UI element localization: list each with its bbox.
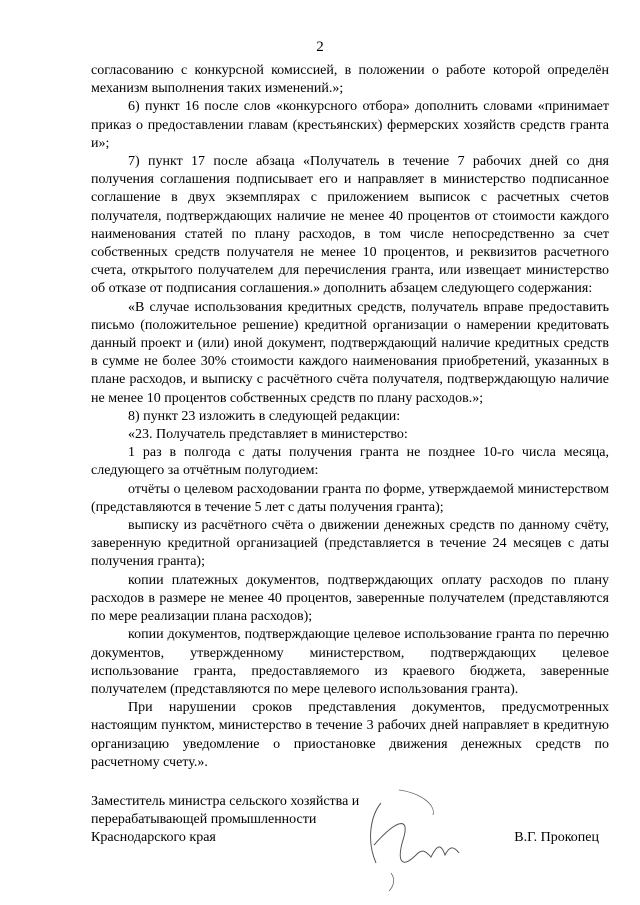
paragraph-continuation: согласованию с конкурсной комиссией, в положении о работе которой определён механизм выполнения таких изменений.»; [91, 63, 609, 97]
paragraph-payment-copies: копии платежных документов, подтверждающих оплату расходов по плану расходов в размере не менее 40 процентов, заверенные получателем (представляются по мере реализации плана расходов); [91, 572, 609, 625]
paragraph-credit-clause: «В случае использования кредитных средств, получатель вправе предоставить письмо (положительное решение) кредитной организации о намерении кредитовать данный проект и (или) иной документ, подтверждающий наличие кредитных средств в сумме не более 30% стоимости каждого наименования приобретений, указанных в плане расходов, и выписку с расчётного счёта получателя, подтверждающую наличие не менее 10 процентов собственных средств по плану расходов.»; [91, 299, 609, 406]
paragraph-semiannual: 1 раз в полгода с даты получения гранта не позднее 10-го числа месяца, следующего за отчётным полугодием: [91, 445, 609, 479]
signatory-title: Заместитель министра сельского хозяйства и перерабатывающей промышленности Краснодарского края [91, 794, 360, 846]
page-number: 2 [316, 39, 324, 55]
paragraph-item-8: 8) пункт 23 изложить в следующей редакции: [128, 408, 401, 424]
paragraph-usage-copies: копии документов, подтверждающие целевое использование гранта по перечню документов, утвержденному министерством, подтверждающих целевое использование гранта, предоставляемого из краевого бюджета, заверенные получателем (представляются по мере целевого использования гранта). [91, 627, 609, 697]
paragraph-point-23: «23. Получатель представляет в министерство: [128, 427, 408, 443]
document-body [91, 62, 609, 772]
paragraph-account-statement: выписку из расчётного счёта о движении денежных средств по данному счёту, заверенную кредитной организацией (представляется в течение 24 месяцев с даты получения гранта); [91, 518, 609, 570]
handwritten-signature [341, 785, 511, 895]
signature-block [91, 793, 609, 848]
paragraph-item-6: 6) пункт 16 после слов «конкурсного отбора» дополнить словами «принимает приказ о предоставлении главам (крестьянских) фермерских хозяйств средств гранта и»; [91, 99, 609, 151]
signatory-name: В.Г. Прокопец [514, 830, 599, 845]
paragraph-reports: отчёты о целевом расходовании гранта по форме, утверждаемой министерством (представляются в течение 5 лет с даты получения гранта); [91, 481, 609, 515]
paragraph-item-7: 7) пункт 17 после абзаца «Получатель в течение 7 рабочих дней со дня получения соглашения подписывает его и направляет в министерство подписанное соглашение в двух экземплярах с приложением выписок с расчетных счетов получателя, подтверждающих наличие не менее 40 процентов от стоимости каждого наименования статей по плану расходов, в том числе непосредственно за счет собственных средств получателя не менее 10 процентов, и реквизитов расчетного счета, открытого получателем для перечисления гранта, или извещает министерство об отказе от подписания соглашения.» дополнить абзацем следующего содержания: [91, 154, 609, 297]
paragraph-violation: При нарушении сроков представления документов, предусмотренных настоящим пунктом, министерство в течение 3 рабочих дней направляет в кредитную организацию уведомление о приостановке движения денежных средств по расчетному счету.». [91, 700, 609, 770]
